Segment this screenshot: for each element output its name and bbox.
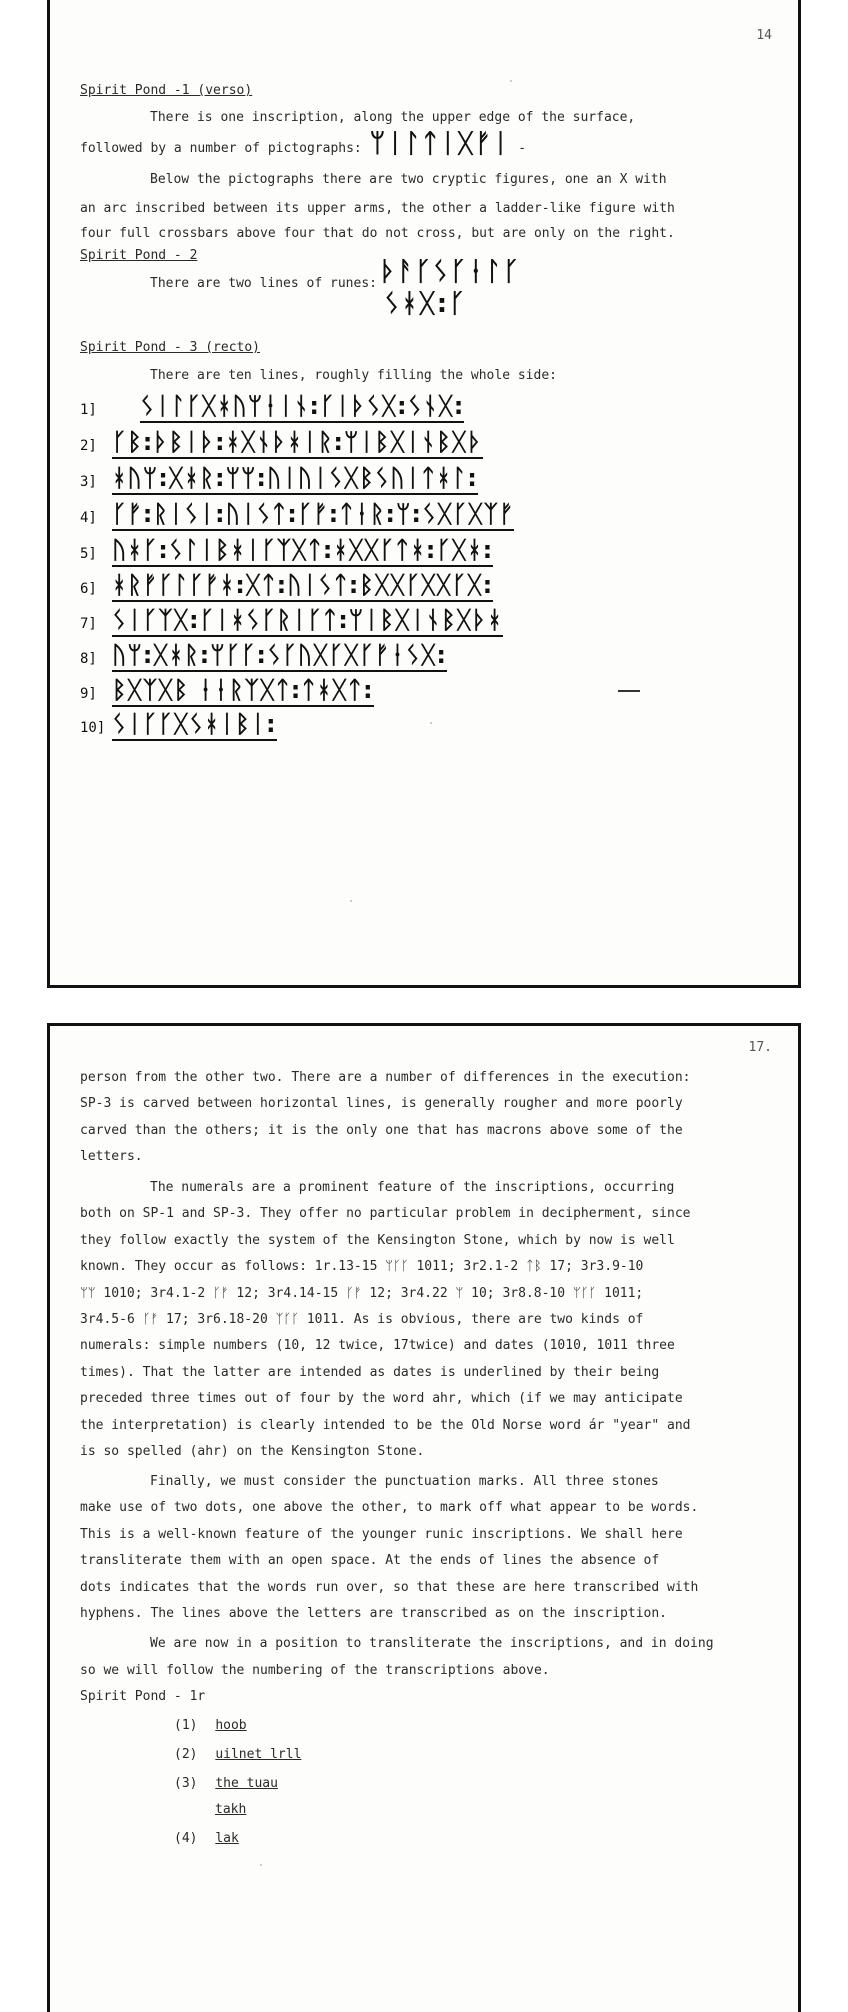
rune-text: ᚢᛘ:ᚷᚼᚱ:ᛘᚴᚴ:ᛊᚴᚢᚷᚴᚷᚴᚠᛂᛊᚷ: [112, 641, 447, 672]
rune-transcription-line [80, 571, 493, 599]
line-number: 4] [80, 510, 97, 526]
paragraph-line: the interpretation) is clearly intended to be the Old Norse word ár "year" and [80, 1418, 691, 1433]
list-number: (1) [174, 1718, 198, 1733]
document-page-14 [47, 0, 801, 988]
list-text: the tuau [215, 1776, 278, 1791]
paragraph-line: make use of two dots, one above the other, to mark off what appear to be words. [80, 1500, 699, 1515]
paragraph-line: There are two lines of runes: [150, 276, 377, 291]
list-number: (3) [174, 1776, 198, 1791]
paragraph-line: so we will follow the numbering of the transcriptions above. [80, 1663, 550, 1678]
paragraph-line: There are ten lines, roughly filling the whole side: [150, 368, 557, 383]
paragraph-line: they follow exactly the system of the Kensington Stone, which by now is well [80, 1233, 675, 1248]
list-number: (4) [174, 1831, 198, 1846]
pictograph-runes: ᛘᛁᛚᛏᛁᚷᚠᛁ [369, 129, 511, 159]
paper-speck [350, 900, 352, 902]
list-item [174, 1776, 278, 1792]
paragraph-line: carved than the others; it is the only one that has macrons above some of the [80, 1123, 683, 1138]
paragraph-line: an arc inscribed between its upper arms, the other a ladder-like figure with [80, 201, 675, 216]
line-number: 6] [80, 581, 97, 597]
list-item [174, 1747, 301, 1763]
rune-transcription-line [80, 536, 493, 564]
paper-speck [260, 1864, 262, 1866]
list-text: lak [215, 1831, 239, 1846]
stray-mark [618, 690, 640, 692]
document-page-17 [47, 1023, 801, 2012]
line-number: 9] [80, 686, 97, 702]
rune-text: ᚼᚱᚠᚴᛚᚴᚠᚼ:ᚷᛏ:ᚢᛁᛊᛏ:ᛒᚷᚷᚴᚷᚷᚴᚷ: [112, 571, 493, 602]
rune-transcription-line [80, 392, 464, 420]
rune-line-2: ᛊᚼᚷ:ᚴ [384, 289, 467, 319]
list-text: takh [215, 1802, 247, 1817]
list-item [174, 1831, 239, 1847]
paragraph-line: times). That the latter are intended as dates is underlined by their being [80, 1365, 660, 1380]
paragraph-line: SP-3 is carved between horizontal lines, is generally rougher and more poorly [80, 1096, 683, 1111]
paragraph-line: preceded three times out of four by the word ahr, which (if we may anticipate [80, 1391, 683, 1406]
rune-transcription-line [80, 641, 447, 669]
rune-transcription-line [80, 500, 514, 528]
line-number: 5] [80, 546, 97, 562]
heading-spirit-pond-3-recto: Spirit Pond - 3 (recto) [80, 340, 261, 355]
paragraph-line: The numerals are a prominent feature of the inscriptions, occurring [150, 1180, 675, 1195]
list-item [215, 1802, 246, 1818]
list-number: (2) [174, 1747, 198, 1762]
line-number: 7] [80, 616, 97, 632]
list-text: uilnet lrll [215, 1747, 302, 1762]
rune-text: ᛊᛁᚴᛉᚷ:ᚴᛁᚼᛊᚴᚱᛁᚴᛏ:ᛘᛁᛒᚷᛁᚾᛒᚷᚦᚼ [112, 606, 503, 637]
rune-transcription-line [80, 676, 374, 704]
paper-speck [510, 80, 512, 82]
paragraph-line: known. They occur as follows: 1r.13-15 ᛘᚴᚴ 1011; 3r2.1-2 ᛏᛒ 17; 3r3.9-10 [80, 1259, 644, 1274]
rune-transcription-line [80, 428, 483, 456]
rune-line-1: ᚦᚨᚴᛊᚴᛂᛚᚴ [380, 257, 521, 287]
rune-text: ᚼᚢᛘ:ᚷᚼᚱ:ᛘᛘ:ᚢᛁᚢᛁᛊᚷᛒᛊᚢᛁᛏᚼᛚ: [112, 464, 478, 495]
rune-transcription-line [80, 710, 277, 738]
rune-text: ᚴᛒ:ᚦᛒᛁᚦ:ᚼᚷᚾᚦᚼᛁᚱ:ᛘᛁᛒᚷᛁᚾᛒᚷᚦ [112, 428, 483, 459]
paragraph-line: Below the pictographs there are two cryptic figures, one an X with [150, 172, 667, 187]
paragraph-line: hyphens. The lines above the letters are transcribed as on the inscription. [80, 1606, 667, 1621]
page-number: 14 [756, 28, 772, 43]
paragraph-line: is so spelled (ahr) on the Kensington Stone. [80, 1444, 425, 1459]
rune-text: ᚢᚼᚴ:ᛊᛚᛁᛒᚼᛁᚴᛉᚷᛏ:ᚼᚷᚷᚴᛏᚼ:ᚴᚷᚼ: [112, 536, 493, 567]
paragraph-text: followed by a number of pictographs: [80, 141, 362, 156]
rune-transcription-line [80, 606, 503, 634]
heading-spirit-pond-2: Spirit Pond - 2 [80, 248, 198, 263]
line-number: 10] [80, 720, 106, 736]
paragraph-line [80, 129, 527, 159]
paragraph-line: numerals: simple numbers (10, 12 twice, 17twice) and dates (1010, 1011 three [80, 1338, 675, 1353]
paragraph-line: 3r4.5-6 ᚴᚠ 17; 3r6.18-20 ᛉᚴᚴ 1011. As is obvious, there are two kinds of [80, 1312, 644, 1327]
paragraph-line: letters. [80, 1149, 143, 1164]
paragraph-line: both on SP-1 and SP-3. They offer no particular problem in decipherment, since [80, 1206, 691, 1221]
section-label: Spirit Pond - 1r [80, 1689, 206, 1704]
list-item [174, 1718, 247, 1734]
rune-text: ᚴᚠ:ᚱᛁᛊᛁ:ᚢᛁᛊᛏ:ᚴᚠ:ᛏᛂᚱ:ᛘ:ᛊᚷᚴᚷᛉᚠ [112, 500, 514, 531]
paragraph-line: ᛘᛘ 1010; 3r4.1-2 ᚴᚠ 12; 3r4.14-15 ᚴᚠ 12; 3r4.22 ᛘ 10; 3r8.8-10 ᛘᚴᚴ 1011; [80, 1286, 644, 1301]
paragraph-line: four full crossbars above four that do not cross, but are only on the right. [80, 226, 675, 241]
list-text: hoob [215, 1718, 247, 1733]
paragraph-line: This is a well-known feature of the younger runic inscriptions. We shall here [80, 1527, 683, 1542]
paragraph-line: Finally, we must consider the punctuation marks. All three stones [150, 1474, 659, 1489]
rune-text: ᛊᛁᚴᚴᚷᛊᚼᛁᛒᛁ: [112, 710, 277, 741]
paper-speck [430, 722, 432, 724]
line-number: 2] [80, 438, 97, 454]
rune-text: ᛒᚷᛉᚷᛒ ᛂᛂᚱᛉᚷᛏ:ᛏᚼᚷᛏ: [112, 676, 374, 707]
paragraph-line: There is one inscription, along the upper edge of the surface, [150, 110, 636, 125]
rune-transcription-line [80, 464, 478, 492]
line-number: 1] [80, 402, 97, 418]
paragraph-line: We are now in a position to transliterate the inscriptions, and in doing [150, 1636, 714, 1651]
line-number: 3] [80, 474, 97, 490]
heading-spirit-pond-1-verso: Spirit Pond -1 (verso) [80, 83, 253, 98]
paragraph-line: transliterate them with an open space. At the ends of lines the absence of [80, 1553, 660, 1568]
paragraph-line: dots indicates that the words run over, so that these are here transcribed with [80, 1580, 699, 1595]
paragraph-text: - [518, 141, 527, 156]
line-number: 8] [80, 651, 97, 667]
rune-text: ᛊᛁᛚᚴᚷᚼᚢᛘᛂᛁᚾ:ᚴᛁᚦᛊᚷ:ᛊᚾᚷ: [140, 392, 464, 423]
page-number: 17. [748, 1040, 772, 1055]
paragraph-line: person from the other two. There are a number of differences in the execution: [80, 1070, 691, 1085]
